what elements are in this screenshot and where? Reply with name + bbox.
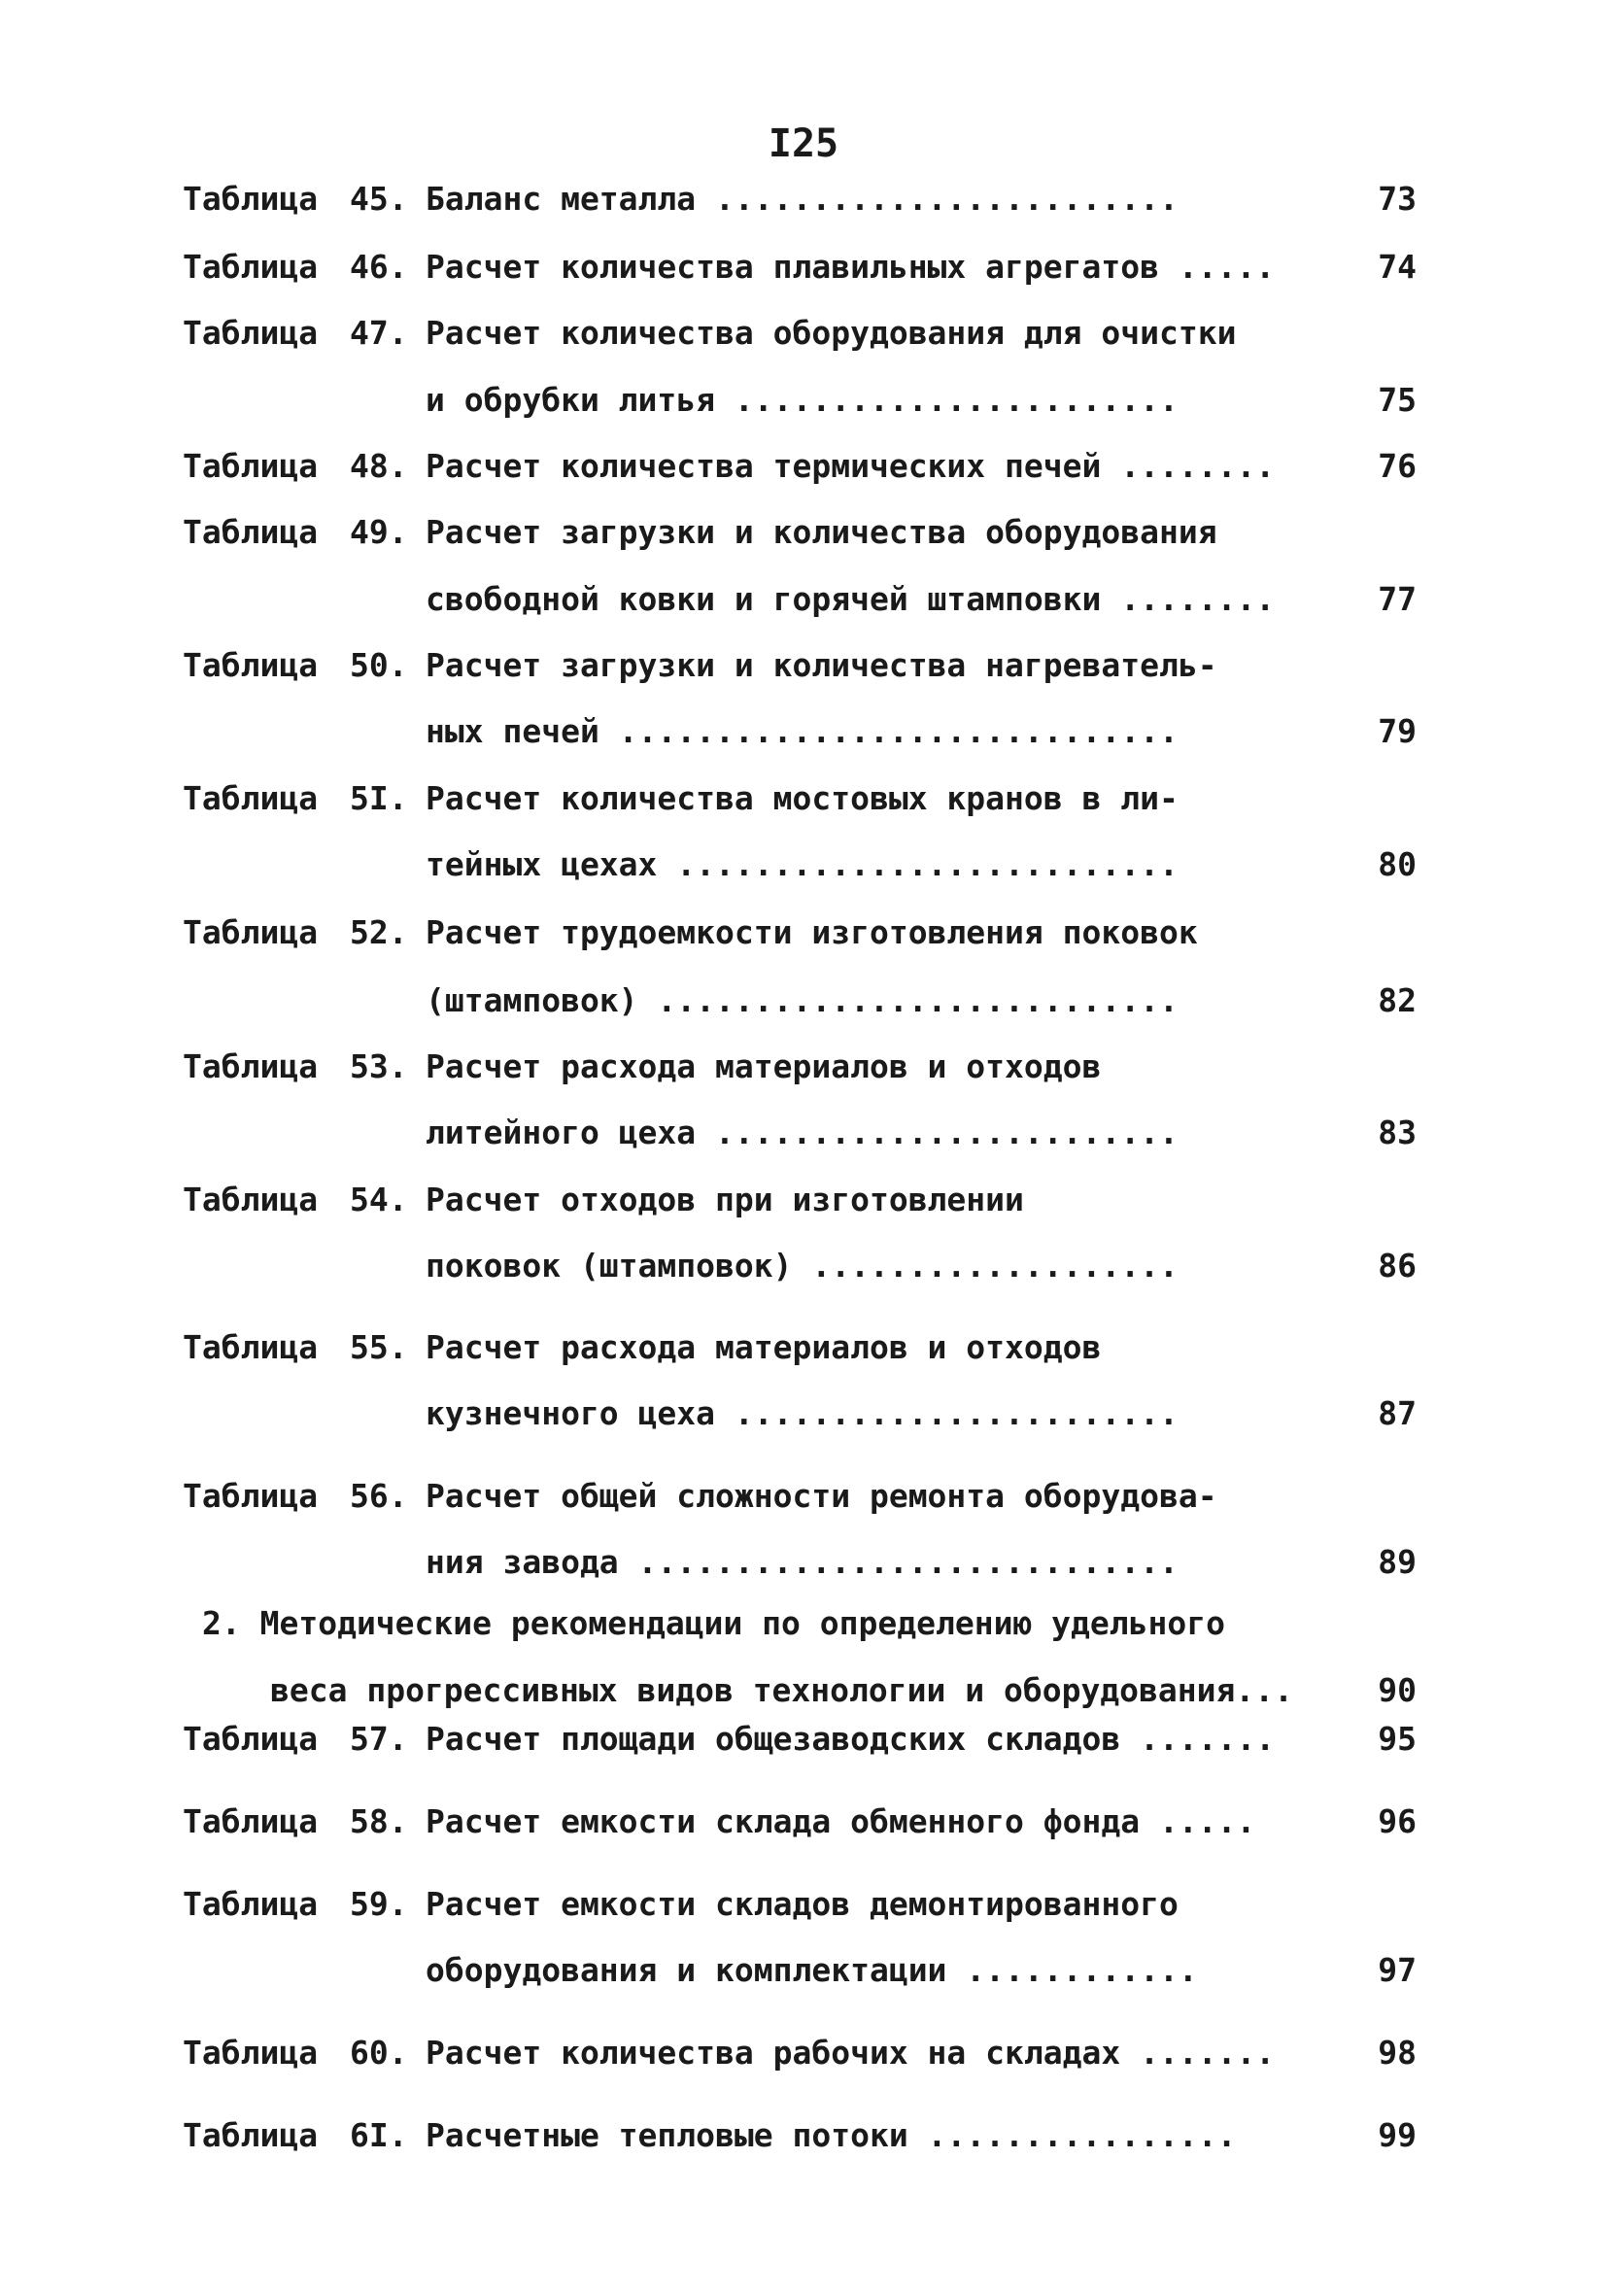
toc-entry bbox=[183, 2111, 1417, 2160]
toc-entry bbox=[183, 1043, 1417, 1091]
toc-entry-continuation bbox=[183, 1242, 1417, 1290]
entry-title: Расчет трудоемкости изготовления поковок bbox=[426, 913, 1198, 951]
entry-title: Расчет количества оборудования для очистки bbox=[426, 314, 1237, 352]
entry-page: 87 bbox=[1378, 1394, 1417, 1432]
entry-page: 74 bbox=[1378, 248, 1417, 286]
section-title: 2. Методические рекомендации по определению удельного bbox=[202, 1604, 1225, 1642]
entry-title: Расчет расхода материалов и отходов bbox=[426, 1328, 1102, 1366]
entry-page: 80 bbox=[1378, 845, 1417, 883]
page-number: I25 bbox=[768, 121, 839, 166]
entry-page: 97 bbox=[1378, 1951, 1417, 1989]
entry-number: 45. bbox=[350, 180, 408, 218]
entry-number: 57. bbox=[350, 1720, 408, 1758]
toc-entry-continuation bbox=[183, 977, 1417, 1025]
entry-title: Расчет количества рабочих на складах ....... bbox=[426, 2034, 1276, 2072]
entry-label: Таблица bbox=[183, 2034, 319, 2072]
toc-entry-continuation bbox=[183, 1946, 1417, 1995]
entry-title: Расчет емкости складов демонтированного bbox=[426, 1885, 1179, 1923]
entry-title: Баланс металла ........................ bbox=[426, 180, 1179, 218]
entry-page: 73 bbox=[1378, 180, 1417, 218]
entry-label: Таблица bbox=[183, 513, 319, 551]
toc-entry bbox=[183, 1176, 1417, 1224]
toc-entry-continuation bbox=[183, 376, 1417, 425]
entry-label: Таблица bbox=[183, 646, 319, 684]
toc-entry bbox=[183, 641, 1417, 690]
toc-entry bbox=[183, 1323, 1417, 1372]
toc-entry-continuation bbox=[183, 575, 1417, 624]
entry-number: 6I. bbox=[350, 2116, 408, 2154]
entry-number: 5I. bbox=[350, 779, 408, 817]
entry-label: Таблица bbox=[183, 447, 319, 485]
entry-title: Расчет загрузки и количества оборудования bbox=[426, 513, 1217, 551]
entry-label: Таблица bbox=[183, 1328, 319, 1366]
entry-label: Таблица bbox=[183, 779, 319, 817]
entry-number: 56. bbox=[350, 1477, 408, 1515]
entry-title-cont: свободной ковки и горячей штамповки ........ bbox=[426, 580, 1276, 618]
entry-title-cont: ных печей ............................. bbox=[426, 712, 1179, 750]
entry-title-cont: поковок (штамповок) ................... bbox=[426, 1247, 1179, 1285]
entry-number: 46. bbox=[350, 248, 408, 286]
entry-number: 58. bbox=[350, 1802, 408, 1840]
entry-title: Расчетные тепловые потоки ................ bbox=[426, 2116, 1237, 2154]
entry-number: 55. bbox=[350, 1328, 408, 1366]
entry-title: Расчет количества плавильных агрегатов ..... bbox=[426, 248, 1276, 286]
entry-title-cont: литейного цеха ........................ bbox=[426, 1114, 1179, 1151]
entry-page: 79 bbox=[1378, 712, 1417, 750]
section-heading-continuation bbox=[183, 1666, 1417, 1715]
entry-page: 95 bbox=[1378, 1720, 1417, 1758]
entry-page: 98 bbox=[1378, 2034, 1417, 2072]
toc-entry-continuation bbox=[183, 840, 1417, 889]
entry-number: 54. bbox=[350, 1181, 408, 1218]
entry-title-cont: тейных цехах .......................... bbox=[426, 845, 1179, 883]
entry-title-cont: оборудования и комплектации ............ bbox=[426, 1951, 1198, 1989]
entry-title-cont: кузнечного цеха ....................... bbox=[426, 1394, 1179, 1432]
entry-page: 99 bbox=[1378, 2116, 1417, 2154]
entry-label: Таблица bbox=[183, 2116, 319, 2154]
entry-page: 82 bbox=[1378, 981, 1417, 1019]
toc-entry bbox=[183, 442, 1417, 491]
entry-label: Таблица bbox=[183, 180, 319, 218]
toc-entry bbox=[183, 2029, 1417, 2077]
entry-label: Таблица bbox=[183, 1720, 319, 1758]
entry-number: 53. bbox=[350, 1047, 408, 1085]
toc-entry bbox=[183, 508, 1417, 557]
toc-entry bbox=[183, 908, 1417, 957]
entry-page: 83 bbox=[1378, 1114, 1417, 1151]
entry-label: Таблица bbox=[183, 1802, 319, 1840]
entry-title: Расчет количества термических печей ........ bbox=[426, 447, 1276, 485]
entry-title: Расчет общей сложности ремонта оборудова- bbox=[426, 1477, 1217, 1515]
entry-title: Расчет площади общезаводских складов ....... bbox=[426, 1720, 1276, 1758]
entry-title: Расчет количества мостовых кранов в ли- bbox=[426, 779, 1179, 817]
toc-entry-continuation bbox=[183, 1389, 1417, 1438]
entry-title: Расчет емкости склада обменного фонда ..... bbox=[426, 1802, 1256, 1840]
entry-page: 96 bbox=[1378, 1802, 1417, 1840]
entry-number: 49. bbox=[350, 513, 408, 551]
toc-entry bbox=[183, 175, 1417, 223]
entry-page: 86 bbox=[1378, 1247, 1417, 1285]
entry-number: 52. bbox=[350, 913, 408, 951]
entry-page: 90 bbox=[1378, 1671, 1417, 1709]
toc-entry-continuation bbox=[183, 1109, 1417, 1157]
entry-number: 59. bbox=[350, 1885, 408, 1923]
entry-label: Таблица bbox=[183, 1047, 319, 1085]
entry-label: Таблица bbox=[183, 248, 319, 286]
entry-number: 47. bbox=[350, 314, 408, 352]
toc-entry bbox=[183, 1880, 1417, 1929]
entry-number: 50. bbox=[350, 646, 408, 684]
toc-entry bbox=[183, 309, 1417, 358]
entry-page: 89 bbox=[1378, 1543, 1417, 1581]
toc-entry bbox=[183, 774, 1417, 823]
entry-page: 77 bbox=[1378, 580, 1417, 618]
entry-title: Расчет расхода материалов и отходов bbox=[426, 1047, 1102, 1085]
entry-title-cont: ния завода ............................ bbox=[426, 1543, 1179, 1581]
entry-label: Таблица bbox=[183, 913, 319, 951]
entry-number: 48. bbox=[350, 447, 408, 485]
section-heading bbox=[183, 1599, 1417, 1648]
toc-entry-continuation bbox=[183, 707, 1417, 756]
entry-page: 75 bbox=[1378, 381, 1417, 419]
entry-title: Расчет загрузки и количества нагреватель- bbox=[426, 646, 1217, 684]
entry-label: Таблица bbox=[183, 1181, 319, 1218]
entry-label: Таблица bbox=[183, 1885, 319, 1923]
entry-label: Таблица bbox=[183, 1477, 319, 1515]
entry-number: 60. bbox=[350, 2034, 408, 2072]
toc-entry bbox=[183, 1715, 1417, 1764]
toc-entry bbox=[183, 243, 1417, 291]
entry-page: 76 bbox=[1378, 447, 1417, 485]
section-title-cont: веса прогрессивных видов технологии и оборудования... bbox=[270, 1671, 1293, 1709]
entry-title-cont: и обрубки литья ....................... bbox=[426, 381, 1179, 419]
toc-entry-continuation bbox=[183, 1538, 1417, 1587]
entry-title: Расчет отходов при изготовлении bbox=[426, 1181, 1024, 1218]
entry-title-cont: (штамповок) ........................... bbox=[426, 981, 1179, 1019]
entry-label: Таблица bbox=[183, 314, 319, 352]
toc-entry bbox=[183, 1472, 1417, 1521]
toc-entry bbox=[183, 1798, 1417, 1846]
